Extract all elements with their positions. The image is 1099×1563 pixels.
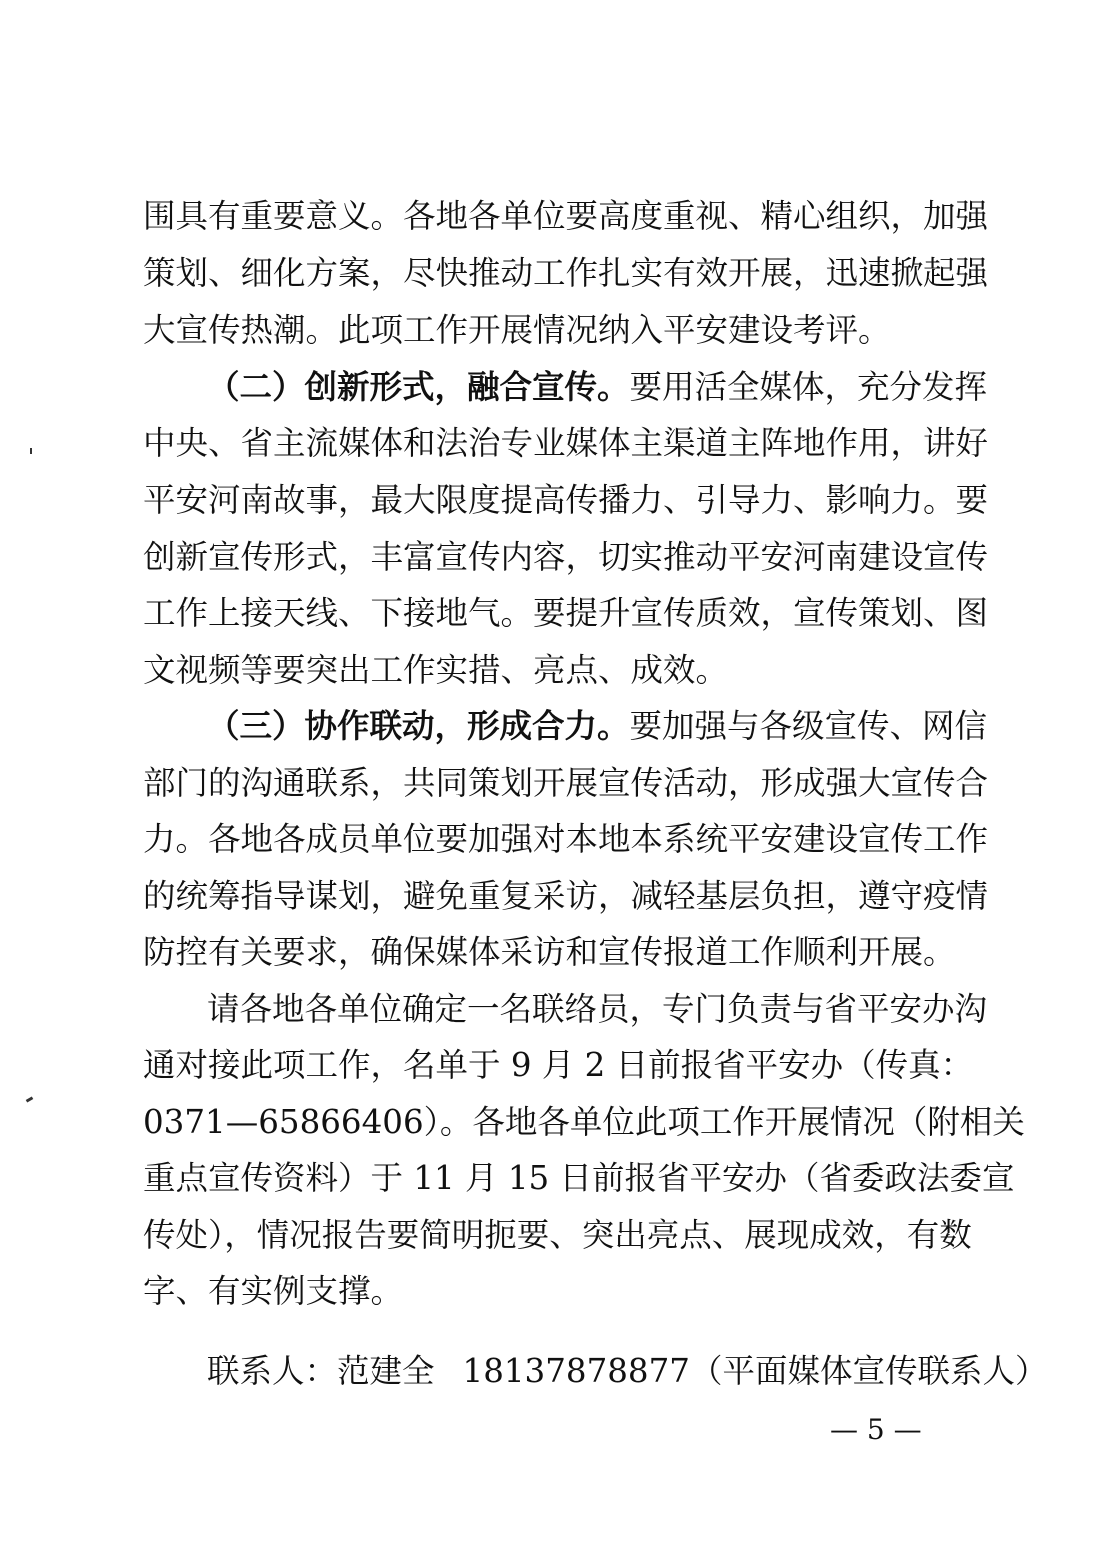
contact-line [207, 1351, 1047, 1391]
paragraph-3-line-5: 防控有关要求，确保媒体采访和宣传报道工作顺利开展。 [143, 933, 956, 971]
page-number: — 5 — [830, 1413, 922, 1446]
contact-label: 联系人：范建全 [207, 1352, 435, 1390]
paragraph-1-line-1: 围具有重要意义。各地各单位要高度重视、精心组织，加强 [143, 197, 989, 235]
paragraph-2-line-1 [207, 367, 988, 407]
paragraph-4-line-3: 0371—65866406）。各地各单位此项工作开展情况（附相关 [143, 1103, 1025, 1141]
paragraph-3-line-2: 部门的沟通联系，共同策划开展宣传活动，形成强大宣传合 [143, 764, 989, 802]
scan-mark [26, 1096, 34, 1102]
paragraph-4-line-2: 通对接此项工作，名单于 9 月 2 日前报省平安办（传真： [143, 1046, 974, 1084]
scan-mark [30, 448, 32, 454]
paragraph-4-line-1: 请各地各单位确定一名联络员，专门负责与省平安办沟 [207, 990, 988, 1028]
paragraph-2-line-6: 文视频等要突出工作实措、亮点、成效。 [143, 651, 729, 689]
paragraph-4-line-6: 字、有实例支撑。 [143, 1272, 404, 1310]
paragraph-4-line-4: 重点宣传资料）于 11 月 15 日前报省平安办（省委政法委宣 [143, 1159, 1015, 1197]
paragraph-3-heading: （三）协作联动，形成合力。 [207, 706, 630, 745]
paragraph-2-line-4: 创新宣传形式，丰富宣传内容，切实推动平安河南建设宣传 [143, 538, 989, 576]
paragraph-4-line-5: 传处），情况报告要简明扼要、突出亮点、展现成效，有数 [143, 1216, 972, 1254]
paragraph-3-line-4: 的统筹指导谋划，避免重复采访，减轻基层负担，遵守疫情 [143, 877, 989, 915]
paragraph-2-line-3: 平安河南故事，最大限度提高传播力、引导力、影响力。要 [143, 481, 989, 519]
paragraph-2-heading: （二）创新形式，融合宣传。 [207, 367, 630, 406]
paragraph-2-line-5: 工作上接天线、下接地气。要提升宣传质效，宣传策划、图 [143, 594, 989, 632]
contact-phone: 18137878877（平面媒体宣传联系人） [462, 1352, 1048, 1390]
paragraph-1-line-3: 大宣传热潮。此项工作开展情况纳入平安建设考评。 [143, 311, 891, 349]
paragraph-3-line-1 [207, 706, 988, 746]
paragraph-3-first-rest: 要加强与各级宣传、网信 [629, 707, 988, 745]
paragraph-3-line-3: 力。各地各成员单位要加强对本地本系统平安建设宣传工作 [143, 820, 989, 858]
paragraph-2-first-rest: 要用活全媒体，充分发挥 [629, 368, 988, 406]
paragraph-2-line-2: 中央、省主流媒体和法治专业媒体主渠道主阵地作用，讲好 [143, 424, 989, 462]
paragraph-1-line-2: 策划、细化方案，尽快推动工作扎实有效开展，迅速掀起强 [143, 254, 989, 292]
